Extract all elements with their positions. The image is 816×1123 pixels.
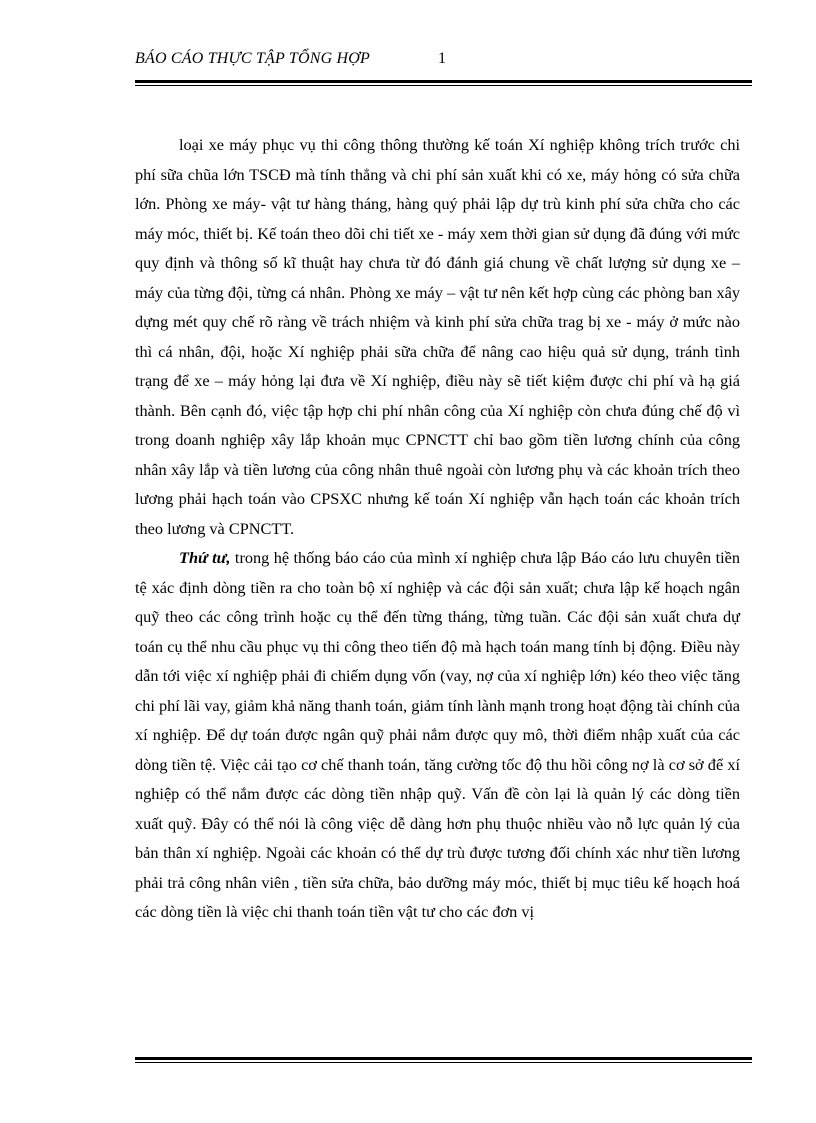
footer-divider bbox=[135, 1057, 752, 1063]
report-header-title: BÁO CÁO THỰC TẬP TỔNG HỢP bbox=[135, 50, 371, 67]
body-paragraph bbox=[135, 130, 740, 543]
paragraph-text: trong hệ thống báo cáo của mình xí nghiệp chưa lập Báo cáo lưu chuyên tiền tệ xác định dòng tiền ra cho toàn bộ xí nghiệp và các đội sản xuất; chưa lập kế hoạch ngân quỹ theo các công trình hoặc cụ thể đến từng tháng, từng tuần. Các đội sản xuất chưa dự toán cụ thể nhu cầu phục vụ thi công theo tiến độ mà hạch toán mang tính bị động. Điều này dẫn tới việc xí nghiệp phải đi chiếm dụng vốn (vay, nợ của xí nghiệp lớn) kéo theo việc tăng chi phí lãi vay, giảm khả năng thanh toán, giảm tính lành mạnh trong hoạt động tài chính của xí nghiệp. Để dự toán được ngân quỹ phải nắm được quy mô, thời điểm nhập xuất của các dòng tiền tệ. Việc cải tạo cơ chế thanh toán, tăng cường tốc độ thu hồi công nợ là cơ sở để xí nghiệp có thể nắm được các dòng tiền nhập quỹ. Vấn đề còn lại là quản lý các dòng tiền xuất quỹ. Đây có thể nói là công việc dễ dàng hơn phụ thuộc nhiều vào nỗ lực quản lý của bản thân xí nghiệp. Ngoài các khoản có thể dự trù được tương đối chính xác như tiền lương phải trả công nhân viên , tiền sửa chữa, bảo dưỡng máy móc, thiết bị mục tiêu kế hoạch hoá các dòng tiền là việc chi thanh toán tiền vật tư cho các đơn vị bbox=[135, 548, 740, 921]
document-body bbox=[135, 130, 740, 927]
page-number: 1 bbox=[438, 50, 446, 67]
body-paragraph bbox=[135, 543, 740, 927]
paragraph-lead-phrase: Thứ tư, bbox=[179, 548, 231, 567]
header-divider bbox=[135, 80, 752, 86]
paragraph-text: loại xe máy phục vụ thi công thông thường kế toán Xí nghiệp không trích trước chi phí sữa chũa lớn TSCĐ mà tính thẳng và chi phí sản xuất khi có xe, máy hỏng có sửa chữa lớn. Phòng xe máy- vật tư hàng tháng, hàng quý phải lập dự trù kinh phí sửa chữa cho các máy móc, thiết bị. Kế toán theo dõi chi tiết xe - máy xem thời gian sử dụng đã đúng với mức quy định và thông số kĩ thuật hay chưa từ đó đánh giá chung về chất lượng sử dụng xe – máy của từng đội, từng cá nhân. Phòng xe máy – vật tư nên kết hợp cùng các phòng ban xây dựng mét quy chế rõ ràng về trách nhiệm và kinh phí sửa chữa trag bị xe - máy ở mức nào thì cá nhân, đội, hoặc Xí nghiệp phải sữa chữa để nâng cao hiệu quả sử dụng, tránh tình trạng để xe – máy hỏng lại đưa về Xí nghiệp, điều này sẽ tiết kiệm được chi phí và hạ giá thành. Bên cạnh đó, việc tập hợp chi phí nhân công của Xí nghiệp còn chưa đúng chế độ vì trong doanh nghiệp xây lắp khoản mục CPNCTT chỉ bao gồm tiền lương chính của công nhân xây lắp và tiền lương của công nhân thuê ngoài còn lương phụ và các khoản trích theo lương phải hạch toán vào CPSXC nhưng kế toán Xí nghiệp vẫn hạch toán các khoản trích theo lương và CPNCTT. bbox=[135, 135, 740, 538]
